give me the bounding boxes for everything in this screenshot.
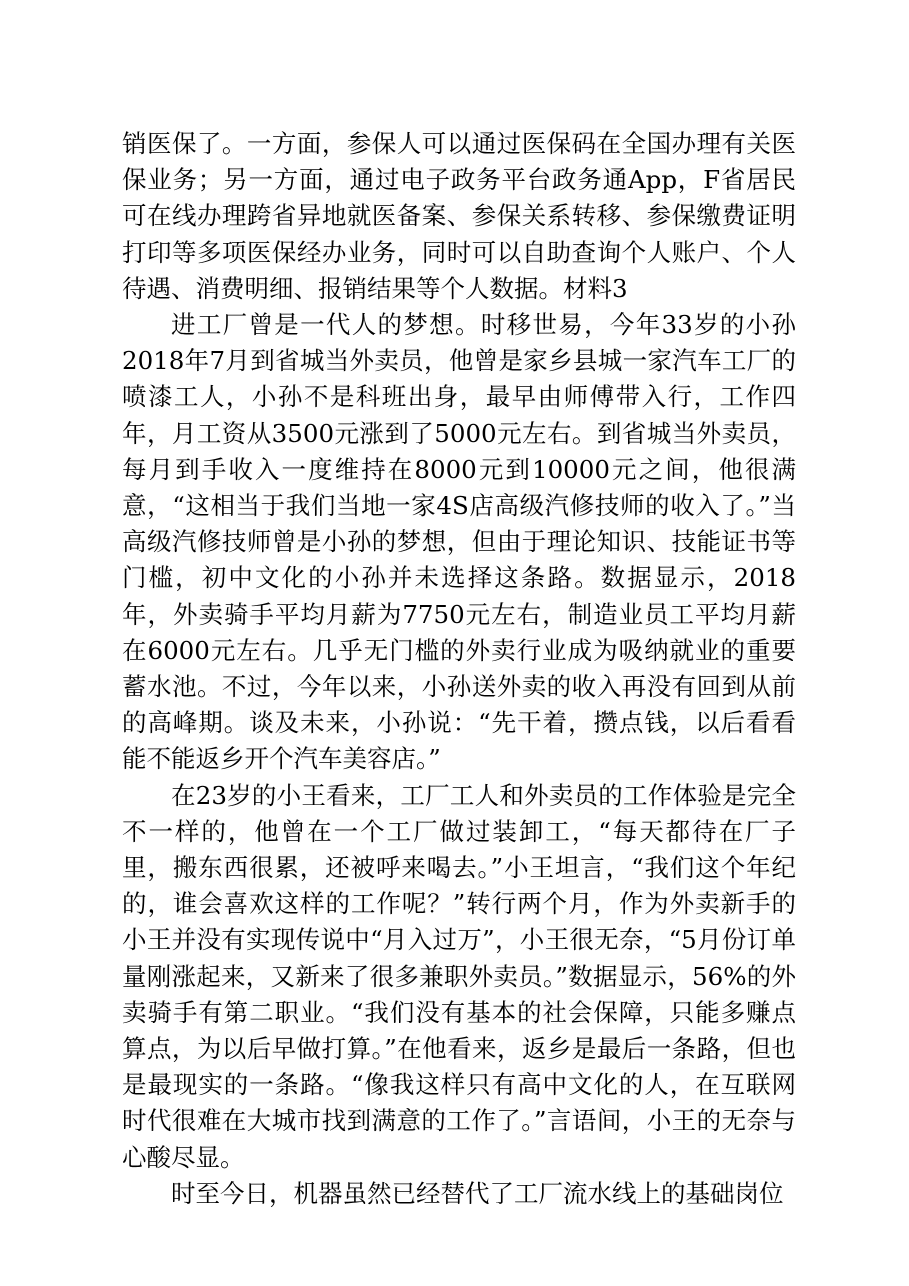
document-body: [122, 126, 796, 1212]
paragraph-2: 进工厂曾是一代人的梦想。时移世易，今年33岁的小孙2018年7月到省城当外卖员，他曾是家乡县城一家汽车工厂的喷漆工人，小孙不是科班出身，最早由师傅带入行，工作四年，月工资从3500元涨到了5000元左右。到省城当外卖员，每月到手收入一度维持在8000元到10000元之间，他很满意，“这相当于我们当地一家4S店高级汽修技师的收入了。”当高级汽修技师曾是小孙的梦想，但由于理论知识、技能证书等门槛，初中文化的小孙并未选择这条路。数据显示，2018年，外卖骑手平均月薪为7750元左右，制造业员工平均月薪在6000元左右。几乎无门槛的外卖行业成为吸纳就业的重要蓄水池。不过，今年以来，小孙送外卖的收入再没有回到从前的高峰期。谈及未来，小孙说：“先干着，攒点钱，以后看看能不能返乡开个汽车美容店。”: [122, 310, 796, 774]
paragraph-1: 销医保了。一方面，参保人可以通过医保码在全国办理有关医保业务；另一方面，通过电子政务平台政务通App，F省居民可在线办理跨省异地就医备案、参保关系转移、参保缴费证明打印等多项医保经办业务，同时可以自助查询个人账户、个人待遇、消费明细、报销结果等个人数据。材料3: [122, 129, 796, 303]
paragraph-4: 时至今日，机器虽然已经替代了工厂流水线上的基础岗位: [171, 1178, 784, 1208]
paragraph-3: 在23岁的小王看来，工厂工人和外卖员的工作体验是完全不一样的，他曾在一个工厂做过装卸工，“每天都待在厂子里，搬东西很累，还被呼来喝去。”小王坦言，“我们这个年纪的，谁会喜欢这样的工作呢？”转行两个月，作为外卖新手的小王并没有实现传说中“月入过万”，小王很无奈，“5月份订单量刚涨起来，又新来了很多兼职外卖员。”数据显示，56%的外卖骑手有第二职业。“我们没有基本的社会保障，只能多赚点算点，为以后早做打算。”在他看来，返乡是最后一条路，但也是最现实的一条路。“像我这样只有高中文化的人，在互联网时代很难在大城市找到满意的工作了。”言语间，小王的无奈与心酸尽显。: [122, 780, 796, 1172]
